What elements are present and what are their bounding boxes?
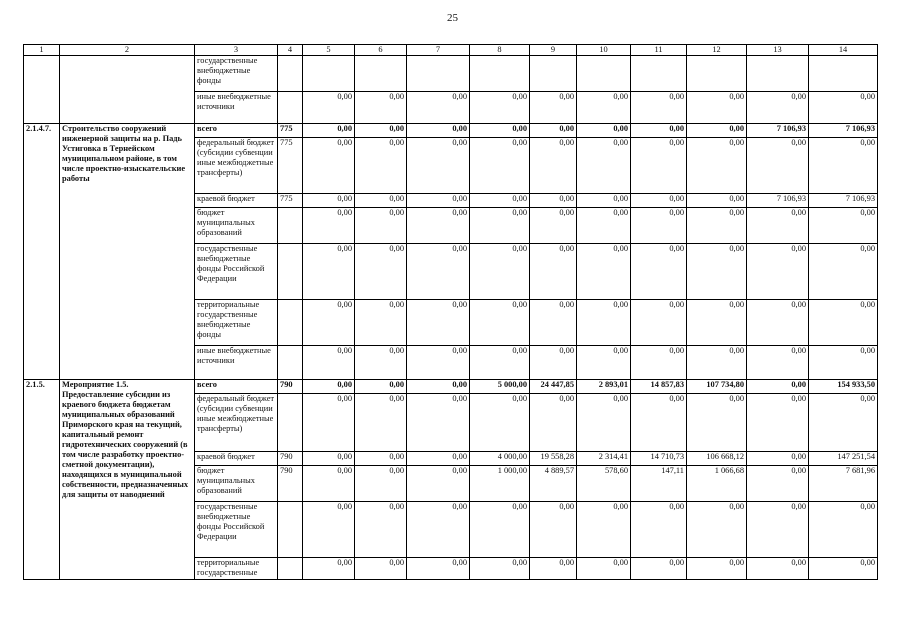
amount-cell: 0,00 — [303, 300, 355, 346]
amount-cell: 0,00 — [355, 138, 407, 194]
budget-code — [278, 558, 303, 580]
amount-cell: 0,00 — [355, 502, 407, 558]
amount-cell: 0,00 — [303, 502, 355, 558]
amount-cell: 0,00 — [687, 208, 747, 244]
item-name: Мероприятие 1.5. Предоставление субсидии из краевого бюджета бюджетам муниципальных образований Приморского края на текущий, капитальный ремонт гидротехнических сооружений (в том числе разработку проектно- сметной документации), находящихся в муниципальной собственности, предназначенных для защиты от наводнений — [60, 380, 195, 580]
budget-code — [278, 56, 303, 92]
amount-cell: 0,00 — [809, 138, 878, 194]
amount-cell — [470, 56, 530, 92]
amount-cell: 0,00 — [407, 346, 470, 380]
budget-code: 790 — [278, 452, 303, 466]
budget-code — [278, 244, 303, 300]
amount-cell — [303, 56, 355, 92]
amount-cell: 0,00 — [303, 244, 355, 300]
amount-cell: 0,00 — [687, 346, 747, 380]
budget-code: 775 — [278, 138, 303, 194]
amount-cell: 0,00 — [303, 558, 355, 580]
amount-cell: 0,00 — [631, 346, 687, 380]
amount-cell: 0,00 — [747, 244, 809, 300]
amount-cell: 0,00 — [407, 194, 470, 208]
amount-cell: 0,00 — [631, 92, 687, 124]
funding-source: территориальные государственные внебюджетные фонды — [195, 300, 278, 346]
amount-cell: 0,00 — [355, 380, 407, 394]
amount-cell: 0,00 — [747, 380, 809, 394]
budget-code — [278, 208, 303, 244]
amount-cell: 0,00 — [470, 394, 530, 452]
amount-cell: 0,00 — [809, 92, 878, 124]
amount-cell: 0,00 — [687, 502, 747, 558]
amount-cell: 0,00 — [407, 208, 470, 244]
amount-cell: 0,00 — [747, 346, 809, 380]
amount-cell: 0,00 — [809, 208, 878, 244]
amount-cell: 0,00 — [530, 92, 577, 124]
amount-cell: 0,00 — [747, 558, 809, 580]
amount-cell: 0,00 — [577, 208, 631, 244]
amount-cell: 0,00 — [407, 502, 470, 558]
budget-code — [278, 502, 303, 558]
amount-cell: 0,00 — [687, 244, 747, 300]
amount-cell: 0,00 — [530, 138, 577, 194]
amount-cell: 0,00 — [747, 92, 809, 124]
amount-cell: 0,00 — [530, 558, 577, 580]
amount-cell: 0,00 — [303, 194, 355, 208]
funding-source: краевой бюджет — [195, 452, 278, 466]
column-header: 2 — [60, 45, 195, 56]
amount-cell: 0,00 — [407, 124, 470, 138]
item-number: 2.1.5. — [24, 380, 60, 580]
amount-cell: 0,00 — [809, 394, 878, 452]
amount-cell: 0,00 — [355, 194, 407, 208]
budget-table — [23, 44, 878, 580]
amount-cell: 0,00 — [747, 466, 809, 502]
amount-cell: 14 857,83 — [631, 380, 687, 394]
amount-cell — [355, 56, 407, 92]
amount-cell — [687, 56, 747, 92]
amount-cell: 0,00 — [355, 394, 407, 452]
budget-code — [278, 300, 303, 346]
amount-cell: 0,00 — [470, 194, 530, 208]
amount-cell: 24 447,85 — [530, 380, 577, 394]
amount-cell: 0,00 — [407, 452, 470, 466]
amount-cell: 0,00 — [631, 208, 687, 244]
amount-cell: 2 893,01 — [577, 380, 631, 394]
amount-cell: 0,00 — [303, 124, 355, 138]
amount-cell: 1 000,00 — [470, 466, 530, 502]
amount-cell: 0,00 — [407, 558, 470, 580]
budget-code — [278, 92, 303, 124]
amount-cell: 0,00 — [470, 300, 530, 346]
amount-cell — [407, 56, 470, 92]
amount-cell: 0,00 — [407, 394, 470, 452]
amount-cell: 107 734,80 — [687, 380, 747, 394]
amount-cell: 0,00 — [303, 138, 355, 194]
amount-cell: 0,00 — [355, 346, 407, 380]
amount-cell: 0,00 — [355, 466, 407, 502]
amount-cell: 0,00 — [809, 346, 878, 380]
amount-cell: 0,00 — [303, 452, 355, 466]
funding-source: федеральный бюджет (субсидии субвенции иные межбюджетные трансферты) — [195, 394, 278, 452]
amount-cell: 0,00 — [577, 502, 631, 558]
amount-cell: 106 668,12 — [687, 452, 747, 466]
budget-code: 775 — [278, 194, 303, 208]
amount-cell: 0,00 — [577, 194, 631, 208]
amount-cell: 7 106,93 — [809, 194, 878, 208]
amount-cell: 0,00 — [355, 92, 407, 124]
amount-cell: 0,00 — [407, 138, 470, 194]
amount-cell — [631, 56, 687, 92]
amount-cell: 0,00 — [687, 300, 747, 346]
amount-cell: 4 889,57 — [530, 466, 577, 502]
amount-cell: 0,00 — [530, 394, 577, 452]
column-header: 8 — [470, 45, 530, 56]
amount-cell: 14 710,73 — [631, 452, 687, 466]
budget-code: 790 — [278, 466, 303, 502]
amount-cell — [747, 56, 809, 92]
amount-cell: 0,00 — [631, 124, 687, 138]
amount-cell: 0,00 — [470, 124, 530, 138]
amount-cell: 0,00 — [747, 208, 809, 244]
amount-cell: 0,00 — [470, 208, 530, 244]
funding-source: территориальные государственные — [195, 558, 278, 580]
amount-cell: 1 066,68 — [687, 466, 747, 502]
amount-cell: 0,00 — [303, 346, 355, 380]
funding-source: государственные внебюджетные фонды Российской Федерации — [195, 502, 278, 558]
column-header: 10 — [577, 45, 631, 56]
column-header: 14 — [809, 45, 878, 56]
amount-cell: 19 558,28 — [530, 452, 577, 466]
header-row — [24, 45, 878, 56]
amount-cell: 0,00 — [470, 502, 530, 558]
amount-cell: 0,00 — [577, 244, 631, 300]
funding-source: краевой бюджет — [195, 194, 278, 208]
amount-cell: 0,00 — [747, 502, 809, 558]
amount-cell: 0,00 — [530, 346, 577, 380]
column-header: 3 — [195, 45, 278, 56]
amount-cell: 0,00 — [577, 300, 631, 346]
column-header: 1 — [24, 45, 60, 56]
amount-cell: 0,00 — [577, 558, 631, 580]
amount-cell: 4 000,00 — [470, 452, 530, 466]
budget-code — [278, 346, 303, 380]
column-header: 6 — [355, 45, 407, 56]
amount-cell: 0,00 — [407, 300, 470, 346]
amount-cell: 7 106,93 — [809, 124, 878, 138]
funding-source: бюджет муниципальных образований — [195, 466, 278, 502]
amount-cell: 0,00 — [631, 394, 687, 452]
amount-cell: 7 106,93 — [747, 194, 809, 208]
amount-cell: 7 681,96 — [809, 466, 878, 502]
amount-cell: 0,00 — [577, 92, 631, 124]
item-number: 2.1.4.7. — [24, 124, 60, 380]
table-row — [24, 380, 878, 394]
funding-source: федеральный бюджет (субсидии субвенции иные межбюджетные трансферты) — [195, 138, 278, 194]
funding-source: иные внебюджетные источники — [195, 92, 278, 124]
column-header: 4 — [278, 45, 303, 56]
amount-cell: 0,00 — [470, 346, 530, 380]
amount-cell: 147,11 — [631, 466, 687, 502]
amount-cell: 0,00 — [530, 502, 577, 558]
item-name — [60, 56, 195, 124]
amount-cell: 0,00 — [407, 92, 470, 124]
funding-source: государственные внебюджетные фонды Российской Федерации — [195, 244, 278, 300]
amount-cell: 5 000,00 — [470, 380, 530, 394]
amount-cell: 0,00 — [809, 300, 878, 346]
column-header: 11 — [631, 45, 687, 56]
amount-cell: 0,00 — [747, 300, 809, 346]
amount-cell: 0,00 — [577, 124, 631, 138]
amount-cell: 0,00 — [687, 92, 747, 124]
amount-cell: 2 314,41 — [577, 452, 631, 466]
amount-cell — [809, 56, 878, 92]
amount-cell: 0,00 — [407, 244, 470, 300]
column-header: 7 — [407, 45, 470, 56]
funding-source: иные внебюджетные источники — [195, 346, 278, 380]
item-number — [24, 56, 60, 124]
amount-cell: 0,00 — [631, 244, 687, 300]
amount-cell: 0,00 — [470, 138, 530, 194]
amount-cell: 0,00 — [530, 300, 577, 346]
column-header: 13 — [747, 45, 809, 56]
budget-code: 775 — [278, 124, 303, 138]
amount-cell — [577, 56, 631, 92]
funding-source: всего — [195, 124, 278, 138]
page-number: 25 — [447, 12, 458, 24]
amount-cell: 0,00 — [631, 138, 687, 194]
amount-cell: 0,00 — [303, 466, 355, 502]
amount-cell: 0,00 — [809, 244, 878, 300]
amount-cell: 0,00 — [355, 244, 407, 300]
amount-cell: 0,00 — [355, 452, 407, 466]
table-row — [24, 56, 878, 92]
amount-cell: 0,00 — [577, 394, 631, 452]
amount-cell: 0,00 — [303, 394, 355, 452]
funding-source: бюджет муниципальных образований — [195, 208, 278, 244]
amount-cell: 0,00 — [530, 208, 577, 244]
amount-cell: 0,00 — [747, 452, 809, 466]
amount-cell: 0,00 — [303, 208, 355, 244]
amount-cell: 0,00 — [407, 466, 470, 502]
amount-cell: 0,00 — [470, 558, 530, 580]
amount-cell: 0,00 — [687, 394, 747, 452]
amount-cell: 0,00 — [470, 92, 530, 124]
amount-cell: 0,00 — [355, 558, 407, 580]
amount-cell: 0,00 — [687, 558, 747, 580]
funding-source: государственные внебюджетные фонды — [195, 56, 278, 92]
amount-cell: 7 106,93 — [747, 124, 809, 138]
amount-cell: 0,00 — [747, 138, 809, 194]
amount-cell: 0,00 — [809, 502, 878, 558]
amount-cell: 154 933,50 — [809, 380, 878, 394]
amount-cell: 0,00 — [631, 300, 687, 346]
amount-cell: 0,00 — [355, 124, 407, 138]
amount-cell: 0,00 — [530, 124, 577, 138]
amount-cell: 0,00 — [687, 124, 747, 138]
amount-cell: 147 251,54 — [809, 452, 878, 466]
column-header: 9 — [530, 45, 577, 56]
amount-cell: 0,00 — [577, 138, 631, 194]
amount-cell: 0,00 — [530, 194, 577, 208]
column-header: 5 — [303, 45, 355, 56]
amount-cell: 578,60 — [577, 466, 631, 502]
amount-cell: 0,00 — [809, 558, 878, 580]
amount-cell: 0,00 — [631, 502, 687, 558]
amount-cell: 0,00 — [631, 194, 687, 208]
amount-cell: 0,00 — [470, 244, 530, 300]
amount-cell: 0,00 — [747, 394, 809, 452]
amount-cell: 0,00 — [577, 346, 631, 380]
amount-cell: 0,00 — [303, 380, 355, 394]
column-header: 12 — [687, 45, 747, 56]
amount-cell: 0,00 — [407, 380, 470, 394]
amount-cell: 0,00 — [687, 194, 747, 208]
amount-cell — [530, 56, 577, 92]
budget-code: 790 — [278, 380, 303, 394]
amount-cell: 0,00 — [631, 558, 687, 580]
amount-cell: 0,00 — [355, 208, 407, 244]
funding-source: всего — [195, 380, 278, 394]
amount-cell: 0,00 — [687, 138, 747, 194]
budget-code — [278, 394, 303, 452]
table-row — [24, 124, 878, 138]
amount-cell: 0,00 — [530, 244, 577, 300]
amount-cell: 0,00 — [355, 300, 407, 346]
amount-cell: 0,00 — [303, 92, 355, 124]
item-name: Строительство сооружений инженерной защиты на р. Падь Устиговка в Тернейском муниципальном районе, в том числе проектно-изыскательские работы — [60, 124, 195, 380]
